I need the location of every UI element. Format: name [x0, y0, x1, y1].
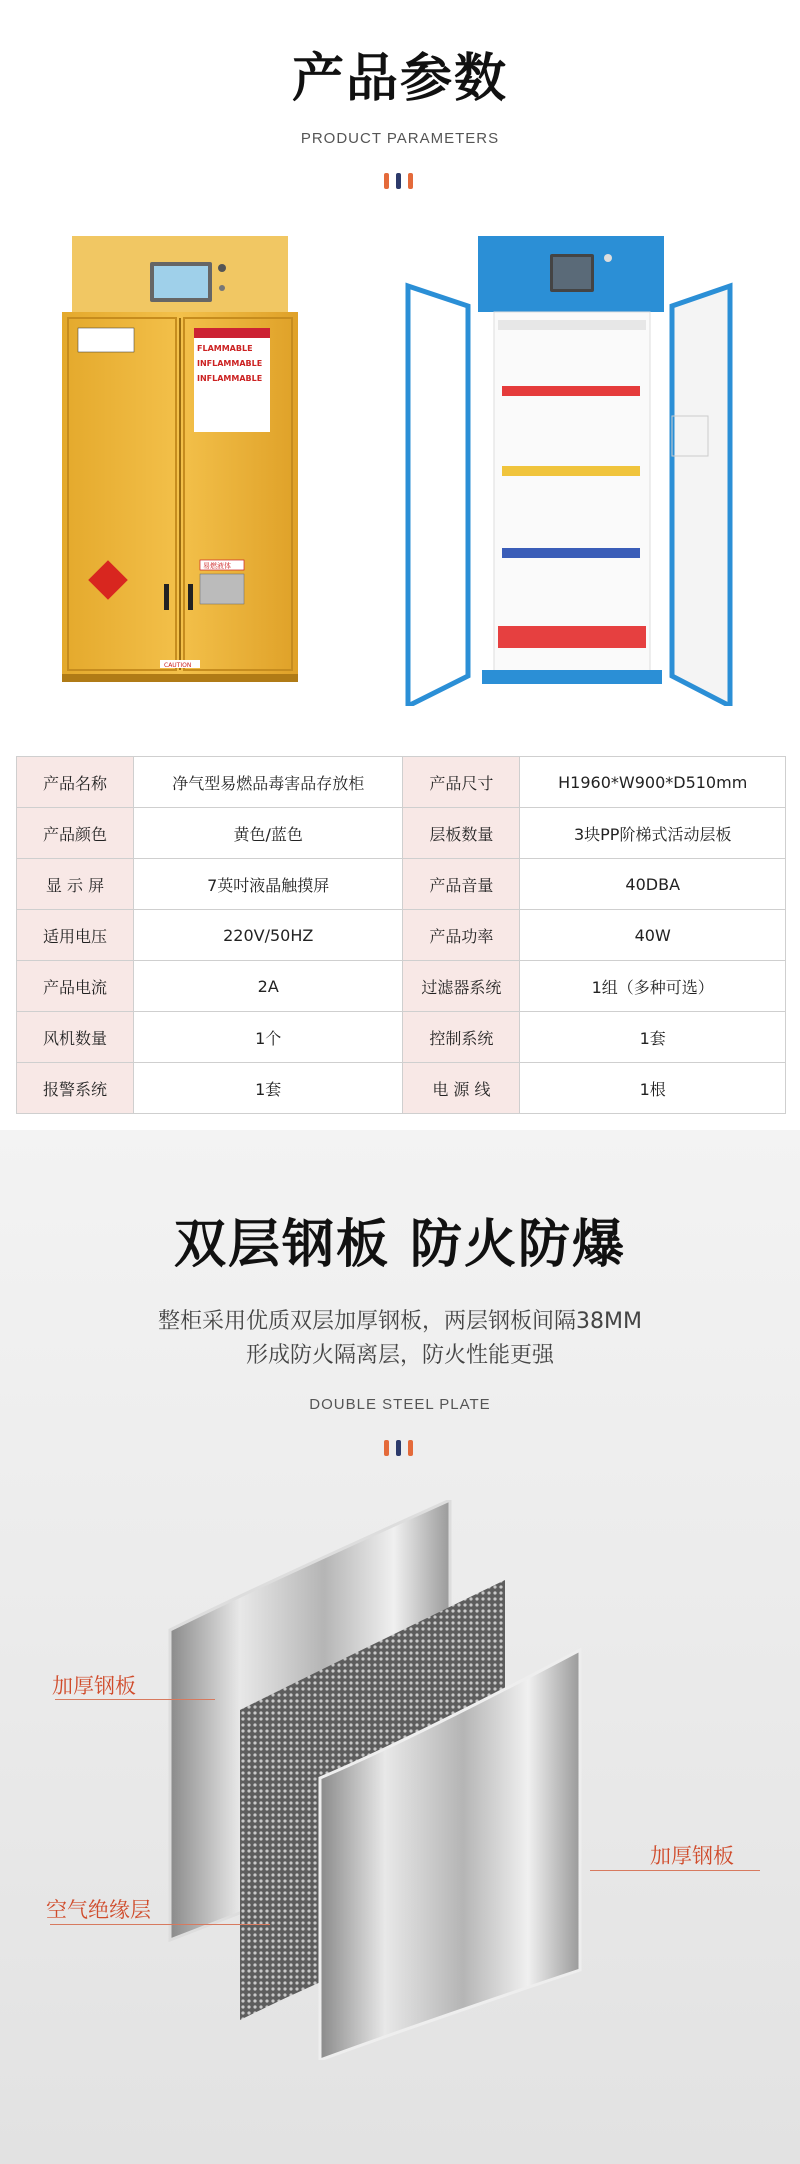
spec-label: 过滤器系统	[403, 961, 520, 1012]
section2-subtitle: DOUBLE STEEL PLATE	[309, 1396, 491, 1413]
double-steel-plate-section	[0, 1130, 800, 2164]
table-row	[17, 910, 786, 961]
section2-title: 双层钢板 防火防爆	[173, 1215, 627, 1275]
spec-value: 净气型易燃品毒害品存放柜	[134, 757, 403, 808]
table-row	[17, 808, 786, 859]
spec-value: 3块PP阶梯式活动层板	[520, 808, 786, 859]
table-row	[17, 961, 786, 1012]
callout-line-2	[50, 1924, 270, 1925]
section-title: 产品参数	[291, 49, 508, 109]
spec-label: 产品音量	[403, 859, 520, 910]
yellow-cabinet-image	[60, 236, 300, 686]
callout-steel-top-left: 加厚钢板	[52, 1674, 136, 1698]
cabinet-warning-label-3: INFLAMMABLE	[197, 374, 263, 383]
callout-steel-right: 加厚钢板	[650, 1844, 734, 1868]
spec-value: 1个	[134, 1012, 403, 1063]
spec-value: 1套	[134, 1063, 403, 1114]
spec-value: 40DBA	[520, 859, 786, 910]
spec-label: 产品颜色	[17, 808, 134, 859]
spec-label: 层板数量	[403, 808, 520, 859]
spec-value: 40W	[520, 910, 786, 961]
spec-table	[16, 756, 786, 1114]
table-row	[17, 1012, 786, 1063]
spec-label: 产品尺寸	[403, 757, 520, 808]
spec-value: 1组（多种可选）	[520, 961, 786, 1012]
callout-air-layer: 空气绝缘层	[46, 1898, 151, 1922]
spec-label: 风机数量	[17, 1012, 134, 1063]
spec-value: 2A	[134, 961, 403, 1012]
spec-label: 报警系统	[17, 1063, 134, 1114]
spec-value: 1套	[520, 1012, 786, 1063]
cabinet-banner: 易燃液体	[203, 562, 231, 570]
cabinet-caution: CAUTION	[164, 662, 192, 669]
spec-label: 电 源 线	[403, 1063, 520, 1114]
spec-value: 1根	[520, 1063, 786, 1114]
divider-bars-icon-2	[384, 1440, 416, 1456]
section2-desc-line2: 形成防火隔离层，防火性能更强	[245, 1343, 554, 1368]
steel-plate-layers-image	[150, 1500, 630, 2060]
spec-label: 适用电压	[17, 910, 134, 961]
table-row	[17, 1063, 786, 1114]
section2-desc-line1: 整柜采用优质双层加厚钢板，两层钢板间隔38MM	[158, 1309, 642, 1334]
cabinet-warning-label-1: FLAMMABLE	[197, 344, 253, 353]
blue-cabinet-image	[398, 236, 738, 706]
spec-value: 黄色/蓝色	[134, 808, 403, 859]
callout-line-1	[55, 1699, 215, 1700]
cabinet-warning-label-2: INFLAMMABLE	[197, 359, 263, 368]
section-subtitle: PRODUCT PARAMETERS	[300, 130, 500, 147]
spec-label: 产品电流	[17, 961, 134, 1012]
divider-bars-icon	[384, 173, 416, 189]
table-row	[17, 757, 786, 808]
callout-line-3	[590, 1870, 760, 1871]
table-row	[17, 859, 786, 910]
spec-value: H1960*W900*D510mm	[520, 757, 786, 808]
spec-value: 220V/50HZ	[134, 910, 403, 961]
spec-value: 7英吋液晶触摸屏	[134, 859, 403, 910]
spec-label: 产品名称	[17, 757, 134, 808]
spec-label: 显 示 屏	[17, 859, 134, 910]
spec-label: 产品功率	[403, 910, 520, 961]
spec-label: 控制系统	[403, 1012, 520, 1063]
